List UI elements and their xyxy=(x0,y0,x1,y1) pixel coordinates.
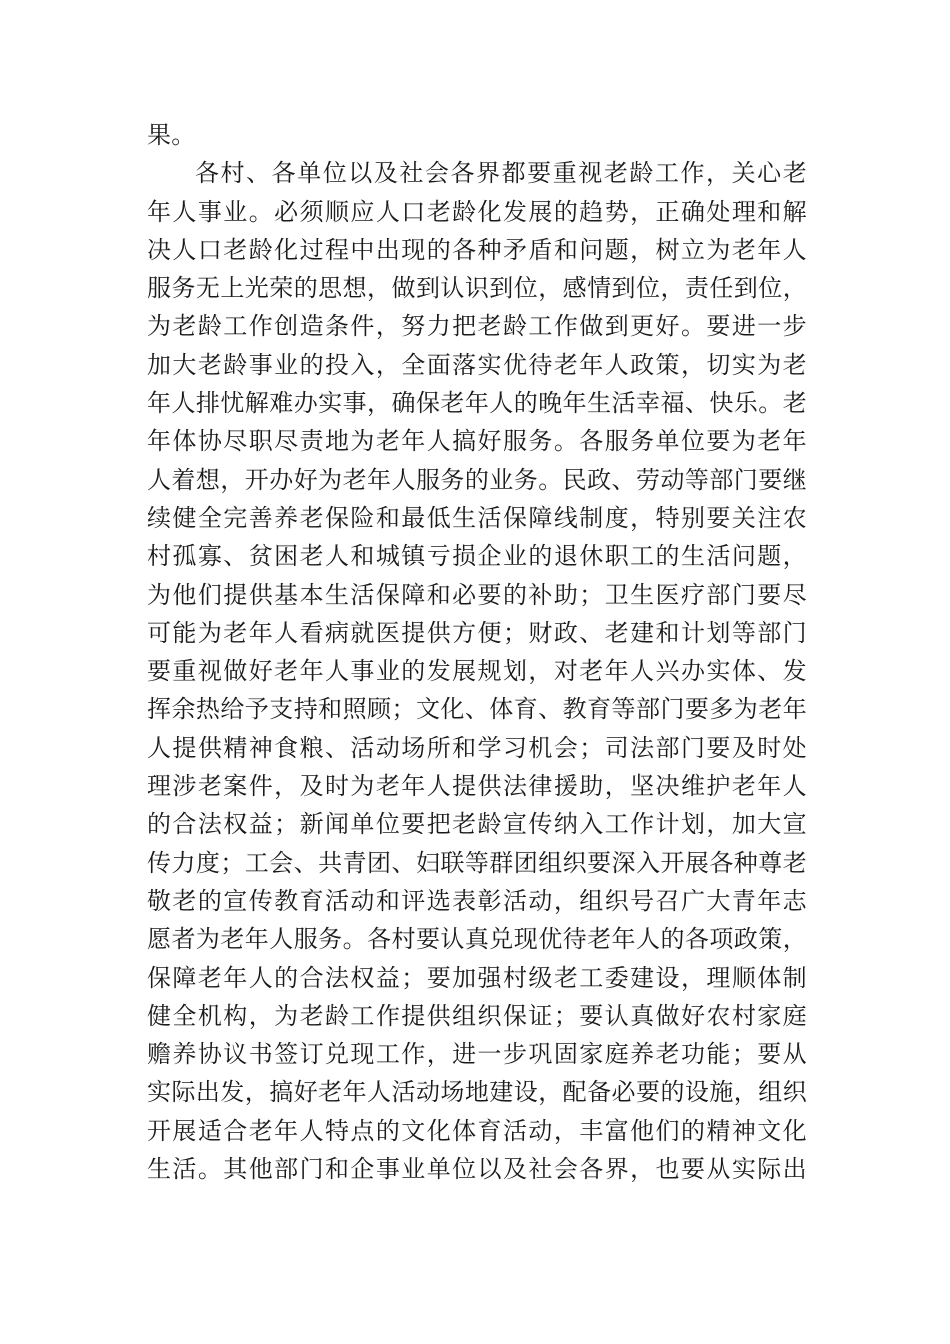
text-line: 人提供精神食粮、活动场所和学习机会；司法部门要及时处 xyxy=(147,733,807,762)
text-line: 开展适合老年人特点的文化体育活动，丰富他们的精神文化 xyxy=(147,1116,807,1145)
text-line: 村孤寡、贫困老人和城镇亏损企业的退休职工的生活问题， xyxy=(147,542,807,571)
text-line: 挥余热给予支持和照顾；文化、体育、教育等部门要多为老年 xyxy=(147,695,807,724)
text-line: 可能为老年人看病就医提供方便；财政、老建和计划等部门 xyxy=(147,618,807,647)
text-line: 加大老龄事业的投入，全面落实优待老年人政策，切实为老 xyxy=(147,350,807,379)
text-line: 为他们提供基本生活保障和必要的补助；卫生医疗部门要尽 xyxy=(147,580,807,609)
text-line: 服务无上光荣的思想，做到认识到位，感情到位，责任到位， xyxy=(147,274,807,303)
body-text xyxy=(147,116,807,1188)
text-line: 要重视做好老年人事业的发展规划，对老年人兴办实体、发 xyxy=(147,657,807,686)
text-line: 续健全完善养老保险和最低生活保障线制度，特别要关注农 xyxy=(147,503,807,532)
text-line: 年体协尽职尽责地为老年人搞好服务。各服务单位要为老年 xyxy=(147,427,807,456)
text-line: 敬老的宣传教育活动和评选表彰活动，组织号召广大青年志 xyxy=(147,886,807,915)
text-line: 生活。其他部门和企事业单位以及社会各界，也要从实际出 xyxy=(147,1155,807,1184)
text-line: 为老龄工作创造条件，努力把老龄工作做到更好。要进一步 xyxy=(147,312,807,341)
paragraph-first-line: 各村、各单位以及社会各界都要重视老龄工作，关心老 xyxy=(195,159,807,188)
text-line: 愿者为老年人服务。各村要认真兑现优待老年人的各项政策， xyxy=(147,925,807,954)
text-line: 健全机构，为老龄工作提供组织保证；要认真做好农村家庭 xyxy=(147,1001,807,1030)
text-line: 年人事业。必须顺应人口老龄化发展的趋势，正确处理和解 xyxy=(147,197,807,226)
text-line: 的合法权益；新闻单位要把老龄宣传纳入工作计划，加大宣 xyxy=(147,810,807,839)
text-line: 果。 xyxy=(147,121,196,149)
text-line: 传力度；工会、共青团、妇联等群团组织要深入开展各种尊老 xyxy=(147,848,807,877)
text-line: 决人口老龄化过程中出现的各种矛盾和问题，树立为老年人 xyxy=(147,235,807,264)
text-line: 人着想，开办好为老年人服务的业务。民政、劳动等部门要继 xyxy=(147,465,807,494)
text-line: 赡养协议书签订兑现工作，进一步巩固家庭养老功能；要从 xyxy=(147,1040,807,1069)
text-line: 理涉老案件，及时为老年人提供法律援助，坚决维护老年人 xyxy=(147,772,807,801)
text-line: 年人排忧解难办实事，确保老年人的晚年生活幸福、快乐。老 xyxy=(147,389,807,418)
text-line: 保障老年人的合法权益；要加强村级老工委建设，理顺体制 xyxy=(147,963,807,992)
text-line: 实际出发，搞好老年人活动场地建设，配备必要的设施，组织 xyxy=(147,1078,807,1107)
